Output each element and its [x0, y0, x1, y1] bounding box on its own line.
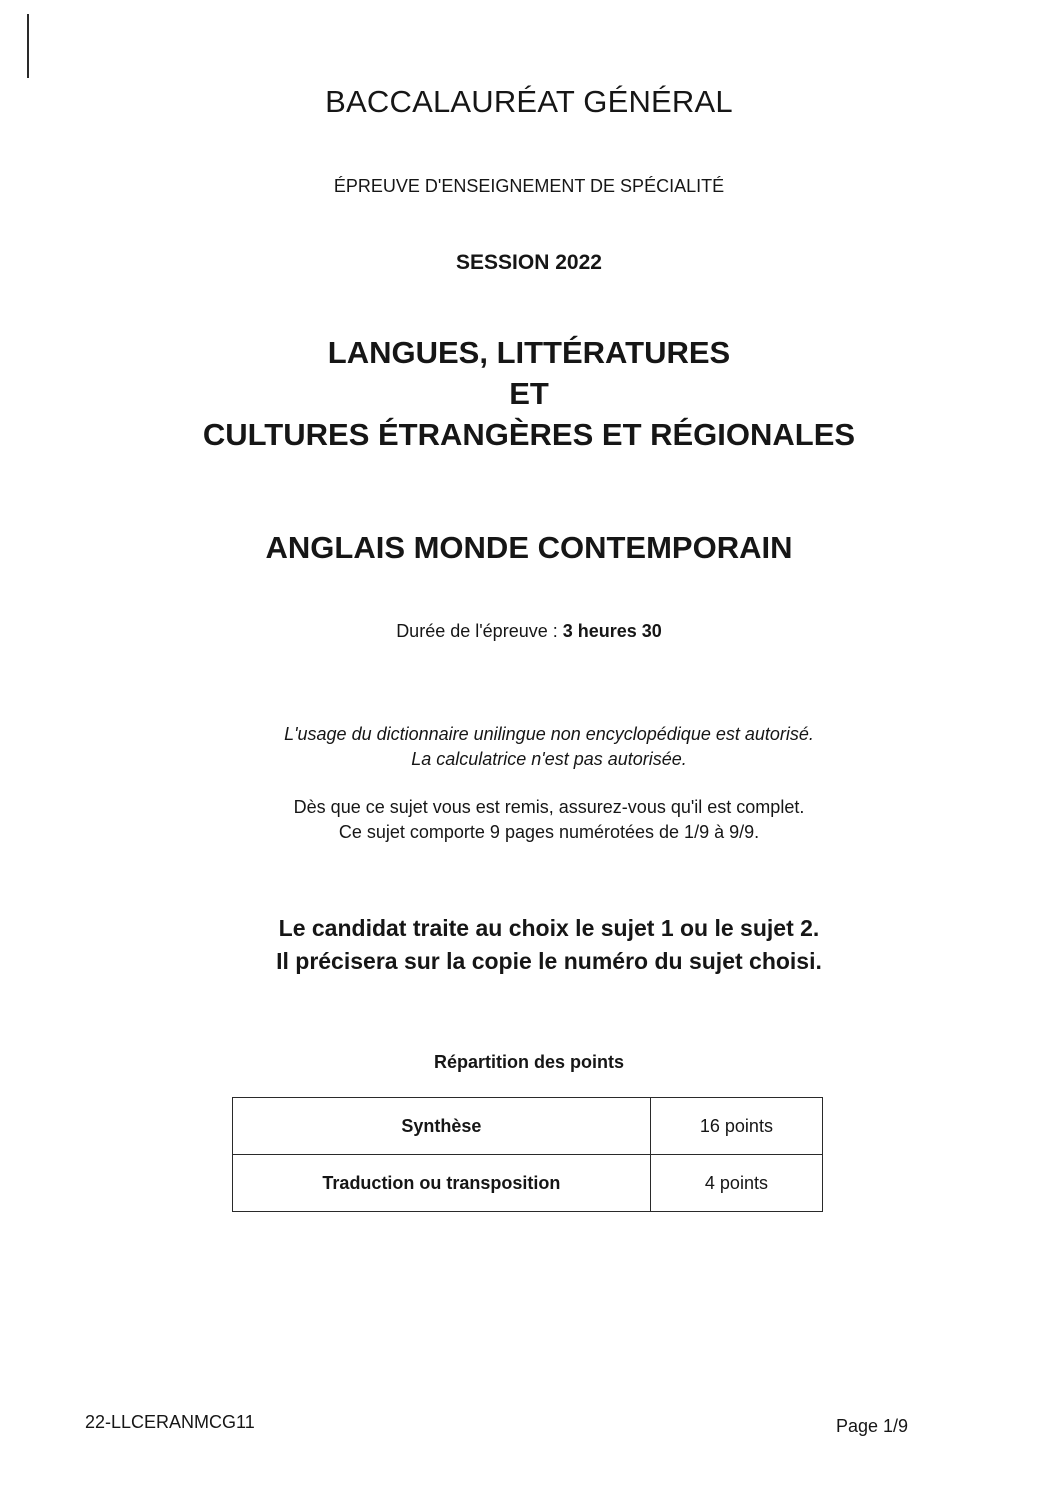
- page-number: Page 1/9: [835, 1416, 908, 1436]
- duration: [0, 621, 1058, 642]
- subject-line-2: ET: [509, 376, 549, 411]
- dictionary-rule: L'usage du dictionnaire unilingue non encyclopédique est autorisé.: [284, 724, 814, 744]
- points-row-label: Synthèse: [233, 1098, 651, 1155]
- instructions: [20, 912, 1058, 978]
- duration-value: 3 heures 30: [562, 621, 662, 641]
- table-row: [233, 1155, 823, 1212]
- subject-heading: [0, 332, 1058, 455]
- subject-line-1: LANGUES, LITTÉRATURES: [327, 335, 731, 370]
- pages-note: [20, 795, 1058, 845]
- points-row-value: 16 points: [650, 1098, 822, 1155]
- points-title: Répartition des points: [433, 1052, 624, 1072]
- rules-block: [20, 722, 1058, 772]
- points-row-label: Traduction ou transposition: [233, 1155, 651, 1212]
- exam-title: BACCALAURÉAT GÉNÉRAL: [325, 84, 733, 119]
- page-count-note: Ce sujet comporte 9 pages numérotées de 1/9 à 9/9.: [338, 822, 760, 842]
- instruction-line-1: Le candidat traite au choix le sujet 1 ou le sujet 2.: [278, 915, 820, 941]
- subject-line-3: CULTURES ÉTRANGÈRES ET RÉGIONALES: [202, 417, 856, 452]
- margin-mark: [27, 14, 29, 78]
- complete-check-note: Dès que ce sujet vous est remis, assurez-vous qu'il est complet.: [293, 797, 805, 817]
- duration-label: Durée de l'épreuve :: [396, 621, 563, 641]
- calculator-rule: La calculatrice n'est pas autorisée.: [411, 749, 687, 769]
- session-label: SESSION 2022: [456, 251, 602, 274]
- instruction-line-2: Il précisera sur la copie le numéro du sujet choisi.: [276, 948, 822, 974]
- table-row: [233, 1098, 823, 1155]
- points-row-value: 4 points: [650, 1155, 822, 1212]
- subject-option: ANGLAIS MONDE CONTEMPORAIN: [265, 530, 793, 565]
- subject-code: 22-LLCERANMCG11: [85, 1412, 255, 1432]
- exam-type: ÉPREUVE D'ENSEIGNEMENT DE SPÉCIALITÉ: [333, 176, 725, 196]
- points-table: [232, 1097, 823, 1212]
